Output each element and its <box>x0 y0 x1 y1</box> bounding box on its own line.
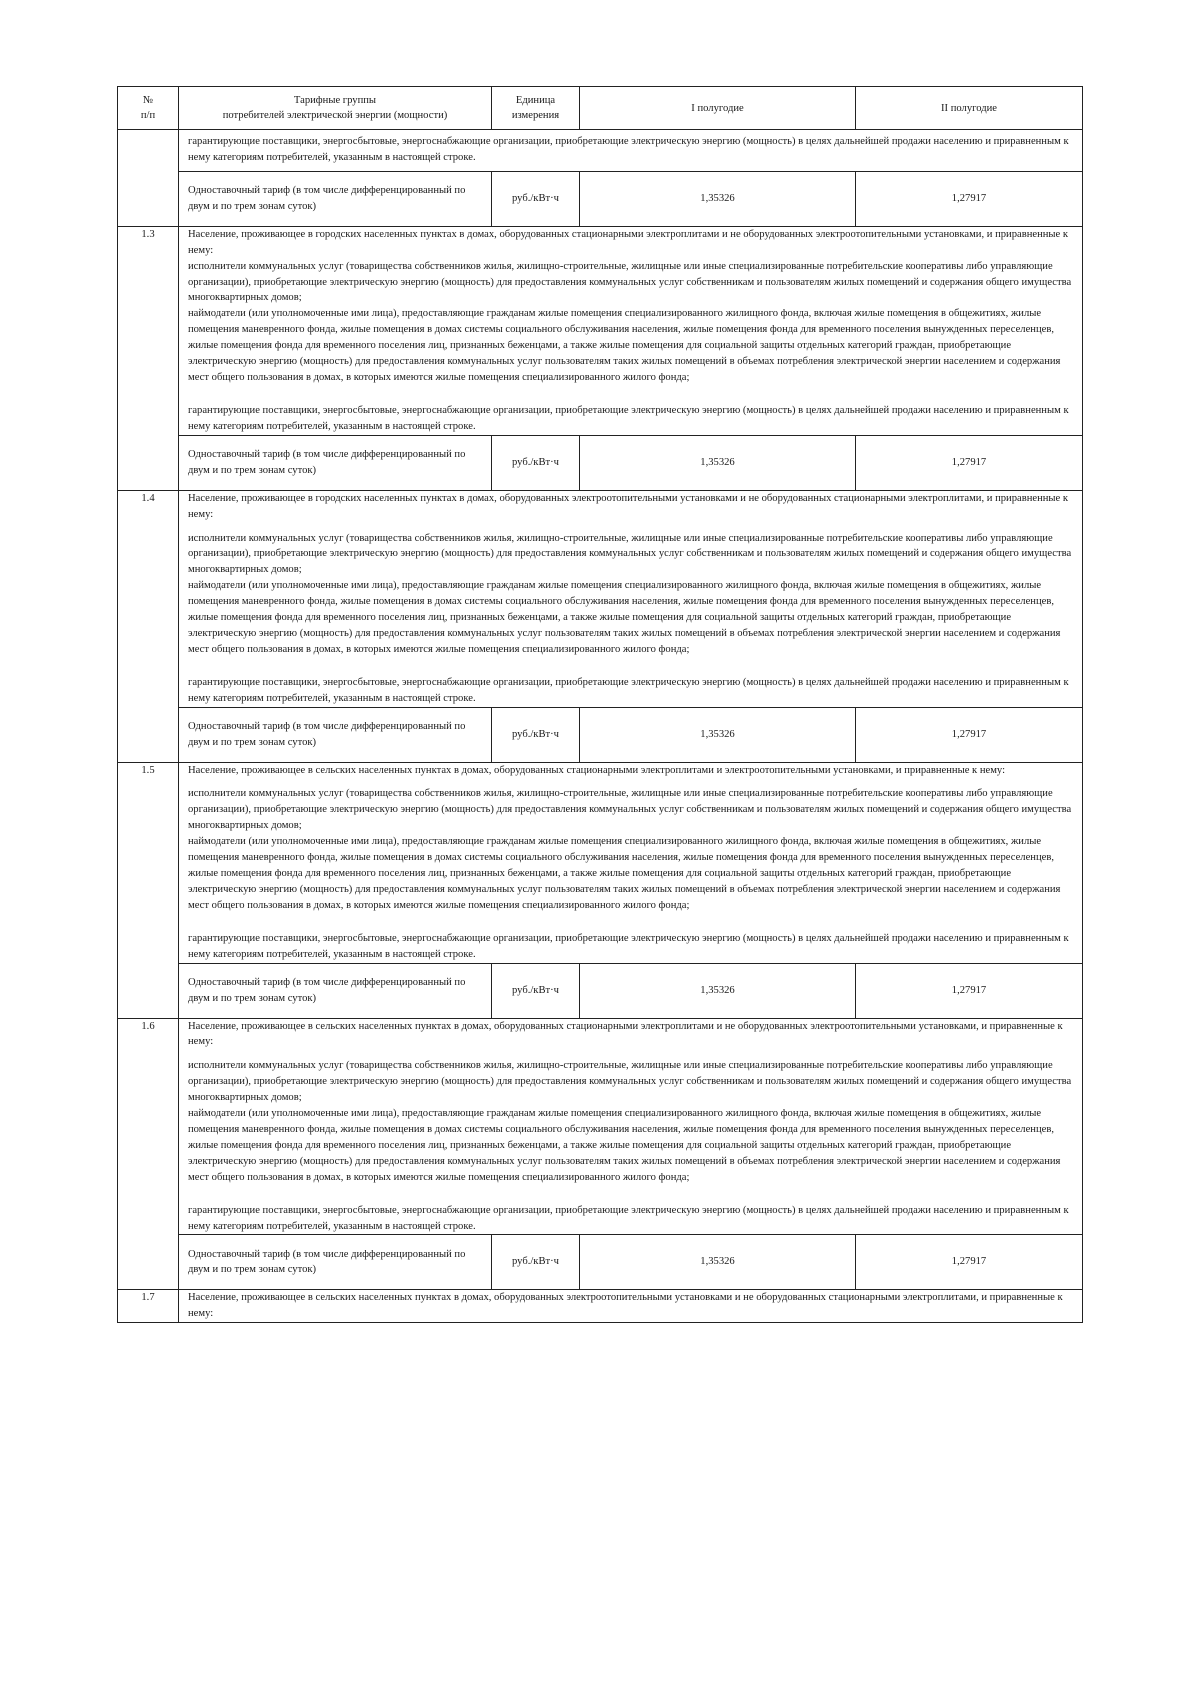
section-intro: Население, проживающее в городских населенных пунктах в домах, оборудованных стационарными электроплитами и не оборудованных электроотопительными установками, и приравненные к нему: <box>188 228 1069 256</box>
tariff-row <box>118 1235 1083 1290</box>
executors-text: исполнители коммунальных услуг (товарищества собственников жилья, жилищно-строительные, жилищные или иные специализированные потребительские кооперативы либо управляющие организации), приобретающие электрическую энергию (мощность) для предоставления коммунальных услуг собственникам и пользователям жилых помещений и содержания общего имущества многоквартирных домов; <box>188 532 1072 576</box>
landlords-text: наймодатели (или уполномоченные ими лица), предоставляющие гражданам жилые помещения специализированного жилищного фонда, включая жилые помещения в общежитиях, жилые помещения маневренного фонда, жилые помещения в домах системы социального обслуживания населения, жилые помещения фонда для временного поселения вынужденных переселенцев, жилые помещения фонда для временного поселения лиц, признанных беженцами, а также жилые помещения для социальной защиты отдельных категорий граждан, приобретающие электрическую энергию (мощность) для предоставления коммунальных услуг пользователям таких жилых помещений в объемах потребления электрической энергии населением и содержания мест общего пользования в домах, в которых имеются жилые помещения специализированного жилого фонда; <box>188 1108 1061 1183</box>
tariff-second-half-value: 1,27917 <box>856 171 1083 226</box>
tariff-label: Одноставочный тариф (в том числе дифференцированный по двум и по трем зонам суток) <box>179 171 492 226</box>
row-number: 1.5 <box>118 762 179 1018</box>
tariff-unit: руб./кВт·ч <box>492 171 580 226</box>
tariff-unit: руб./кВт·ч <box>492 1235 580 1290</box>
tariff-row <box>118 963 1083 1018</box>
row-number: 1.6 <box>118 1018 179 1290</box>
row-description <box>179 226 1083 435</box>
tariff-first-half-value: 1,35326 <box>580 963 856 1018</box>
landlords-text: наймодатели (или уполномоченные ими лица), предоставляющие гражданам жилые помещения специализированного жилищного фонда, включая жилые помещения в общежитиях, жилые помещения маневренного фонда, жилые помещения в домах системы социального обслуживания населения, жилые помещения фонда для временного поселения вынужденных переселенцев, жилые помещения фонда для временного поселения лиц, признанных беженцами, а также жилые помещения для социальной защиты отдельных категорий граждан, приобретающие электрическую энергию (мощность) для предоставления коммунальных услуг пользователям таких жилых помещений в объемах потребления электрической энергии населением и содержания мест общего пользования в домах, в которых имеются жилые помещения специализированного жилого фонда; <box>188 836 1061 911</box>
row-description <box>179 1018 1083 1235</box>
executors-text: исполнители коммунальных услуг (товарищества собственников жилья, жилищно-строительные, жилищные или иные специализированные потребительские кооперативы либо управляющие организации), приобретающие электрическую энергию (мощность) для предоставления коммунальных услуг собственникам и пользователям жилых помещений и содержания общего имущества многоквартирных домов; <box>188 1060 1072 1104</box>
section-intro: Население, проживающее в сельских населенных пунктах в домах, оборудованных стационарными электроплитами и не оборудованных электроотопительными установками, и приравненные к нему: <box>188 1020 1063 1048</box>
tariff-row <box>118 171 1083 226</box>
row-number: 1.3 <box>118 226 179 490</box>
header-second-half: II полугодие <box>856 87 1083 130</box>
tariff-table <box>117 86 1083 1323</box>
section-row <box>118 490 1083 707</box>
tariff-unit: руб./кВт·ч <box>492 435 580 490</box>
row-description <box>179 130 1083 172</box>
header-first-half: I полугодие <box>580 87 856 130</box>
section-row <box>118 1290 1083 1323</box>
header-num: № п/п <box>118 87 179 130</box>
header-unit: Единица измерения <box>492 87 580 130</box>
section-row <box>118 762 1083 963</box>
row-description <box>179 1290 1083 1323</box>
section-row <box>118 226 1083 435</box>
tariff-first-half-value: 1,35326 <box>580 707 856 762</box>
tariff-second-half-value: 1,27917 <box>856 435 1083 490</box>
row-description <box>179 490 1083 707</box>
tariff-label: Одноставочный тариф (в том числе дифференцированный по двум и по трем зонам суток) <box>179 1235 492 1290</box>
tariff-first-half-value: 1,35326 <box>580 1235 856 1290</box>
section-intro: Население, проживающее в сельских населенных пунктах в домах, оборудованных электроотопительными установками и не оборудованных стационарными электроплитами, и приравненные к нему: <box>188 1292 1063 1320</box>
executors-text: исполнители коммунальных услуг (товарищества собственников жилья, жилищно-строительные, жилищные или иные специализированные потребительские кооперативы либо управляющие организации), приобретающие электрическую энергию (мощность) для предоставления коммунальных услуг собственникам и пользователям жилых помещений и содержания общего имущества многоквартирных домов; <box>188 788 1072 832</box>
tariff-label: Одноставочный тариф (в том числе дифференцированный по двум и по трем зонам суток) <box>179 435 492 490</box>
header-group: Тарифные группы потребителей электрической энергии (мощности) <box>179 87 492 130</box>
row-description <box>179 762 1083 963</box>
row-number: 1.4 <box>118 490 179 762</box>
tariff-second-half-value: 1,27917 <box>856 707 1083 762</box>
suppliers-text: гарантирующие поставщики, энергосбытовые, энергоснабжающие организации, приобретающие электрическую энергию (мощность) в целях дальнейшей продажи населению и приравненным к нему категориям потребителей, указанным в настоящей строке. <box>188 1204 1069 1232</box>
continuation-row <box>118 130 1083 172</box>
tariff-unit: руб./кВт·ч <box>492 707 580 762</box>
tariff-row <box>118 435 1083 490</box>
tariff-label: Одноставочный тариф (в том числе дифференцированный по двум и по трем зонам суток) <box>179 963 492 1018</box>
row-number <box>118 130 179 227</box>
tariff-second-half-value: 1,27917 <box>856 1235 1083 1290</box>
tariff-first-half-value: 1,35326 <box>580 435 856 490</box>
tariff-row <box>118 707 1083 762</box>
tariff-label: Одноставочный тариф (в том числе дифференцированный по двум и по трем зонам суток) <box>179 707 492 762</box>
tariff-first-half-value: 1,35326 <box>580 171 856 226</box>
row-number: 1.7 <box>118 1290 179 1323</box>
section-row <box>118 1018 1083 1235</box>
table-header-row <box>118 87 1083 130</box>
suppliers-text: гарантирующие поставщики, энергосбытовые, энергоснабжающие организации, приобретающие электрическую энергию (мощность) в целях дальнейшей продажи населению и приравненным к нему категориям потребителей, указанным в настоящей строке. <box>188 932 1069 960</box>
section-intro: Население, проживающее в городских населенных пунктах в домах, оборудованных электроотопительными установками и не оборудованных стационарными электроплитами, и приравненные к нему: <box>188 492 1069 520</box>
landlords-text: наймодатели (или уполномоченные ими лица), предоставляющие гражданам жилые помещения специализированного жилищного фонда, включая жилые помещения в общежитиях, жилые помещения маневренного фонда, жилые помещения в домах системы социального обслуживания населения, жилые помещения фонда для временного поселения вынужденных переселенцев, жилые помещения фонда для временного поселения лиц, признанных беженцами, а также жилые помещения для социальной защиты отдельных категорий граждан, приобретающие электрическую энергию (мощность) для предоставления коммунальных услуг пользователям таких жилых помещений в объемах потребления электрической энергии населением и содержания мест общего пользования в домах, в которых имеются жилые помещения специализированного жилого фонда; <box>188 580 1061 655</box>
landlords-text: наймодатели (или уполномоченные ими лица), предоставляющие гражданам жилые помещения специализированного жилищного фонда, включая жилые помещения в общежитиях, жилые помещения маневренного фонда, жилые помещения в домах системы социального обслуживания населения, жилые помещения фонда для временного поселения вынужденных переселенцев, жилые помещения фонда для временного поселения лиц, признанных беженцами, а также жилые помещения для социальной защиты отдельных категорий граждан, приобретающие электрическую энергию (мощность) для предоставления коммунальных услуг пользователям таких жилых помещений в объемах потребления электрической энергии населением и содержания мест общего пользования в домах, в которых имеются жилые помещения специализированного жилого фонда; <box>188 308 1061 383</box>
tariff-second-half-value: 1,27917 <box>856 963 1083 1018</box>
section-intro: Население, проживающее в сельских населенных пунктах в домах, оборудованных стационарными электроплитами и электроотопительными установками, и приравненные к нему: <box>188 764 1006 776</box>
executors-text: исполнители коммунальных услуг (товарищества собственников жилья, жилищно-строительные, жилищные или иные специализированные потребительские кооперативы либо управляющие организации), приобретающие электрическую энергию (мощность) для предоставления коммунальных услуг собственникам и пользователям жилых помещений и содержания общего имущества многоквартирных домов; <box>188 260 1072 304</box>
suppliers-text: гарантирующие поставщики, энергосбытовые, энергоснабжающие организации, приобретающие электрическую энергию (мощность) в целях дальнейшей продажи населению и приравненным к нему категориям потребителей, указанным в настоящей строке. <box>188 676 1069 704</box>
suppliers-text: гарантирующие поставщики, энергосбытовые, энергоснабжающие организации, приобретающие электрическую энергию (мощность) в целях дальнейшей продажи населению и приравненным к нему категориям потребителей, указанным в настоящей строке. <box>188 404 1069 432</box>
tariff-unit: руб./кВт·ч <box>492 963 580 1018</box>
suppliers-text: гарантирующие поставщики, энергосбытовые, энергоснабжающие организации, приобретающие электрическую энергию (мощность) в целях дальнейшей продажи населению и приравненным к нему категориям потребителей, указанным в настоящей строке. <box>188 136 1069 163</box>
